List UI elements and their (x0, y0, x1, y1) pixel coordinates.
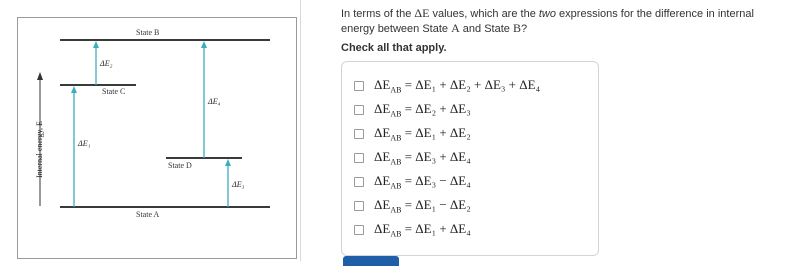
state-a-label: State A (136, 210, 160, 219)
state-d-label: State D (168, 161, 192, 170)
choice-option[interactable] (354, 124, 471, 144)
question-end: ? (520, 23, 528, 35)
question-suffix: expressions for the difference in internal energy between State (341, 8, 754, 35)
diagram-panel (0, 0, 301, 261)
choices-box (341, 61, 599, 256)
checkbox[interactable] (354, 177, 364, 187)
choice-option[interactable] (354, 196, 471, 216)
delta-e1-arrowhead (71, 86, 77, 93)
question-text (341, 6, 781, 36)
checkbox[interactable] (354, 153, 364, 163)
choice-option[interactable] (354, 148, 471, 168)
choice-equation: $\Delta E_{AB} = \Delta E_1 - \Delta E_2$ (374, 197, 471, 215)
question-two: two (538, 8, 556, 20)
choice-option[interactable] (354, 220, 471, 240)
state-b-label: State B (136, 28, 160, 37)
delta-e3-arrowhead (225, 159, 231, 166)
delta-e2-arrowhead (93, 41, 99, 48)
question-delta-symbol: ΔE (414, 6, 430, 20)
choice-equation: $\Delta E_{AB} = \Delta E_1 + \Delta E_2 + \Delta E_3 + \Delta E_4$ (374, 77, 541, 95)
question-and: and State (459, 23, 513, 35)
checkbox[interactable] (354, 81, 364, 91)
energy-diagram-svg (18, 18, 296, 258)
question-middle: values, which are the (429, 8, 539, 20)
y-axis (35, 72, 44, 206)
delta-e3-label: ΔE₃ (232, 180, 245, 189)
delta-e2-label: ΔE₂ (100, 59, 113, 68)
choice-equation: $\Delta E_{AB} = \Delta E_1 + \Delta E_2$ (374, 125, 471, 143)
choice-option[interactable] (354, 172, 471, 192)
delta-e4-arrowhead (201, 41, 207, 48)
submit-button[interactable] (343, 256, 399, 266)
checkbox[interactable] (354, 105, 364, 115)
instruction-text: Check all that apply. (341, 42, 447, 54)
question-panel (301, 0, 800, 261)
y-axis-arrowhead (37, 72, 43, 80)
y-axis-label: Internal energy, E (35, 121, 44, 178)
choice-equation: $\Delta E_{AB} = \Delta E_2 + \Delta E_3$ (374, 101, 471, 119)
choice-option[interactable] (354, 76, 540, 96)
energy-level-diagram (17, 17, 297, 259)
checkbox[interactable] (354, 201, 364, 211)
question-state-b: B (512, 21, 521, 35)
delta-e1-label: ΔE₁ (78, 139, 91, 148)
checkbox[interactable] (354, 225, 364, 235)
choice-equation: $\Delta E_{AB} = \Delta E_3 + \Delta E_4$ (374, 149, 471, 167)
checkbox[interactable] (354, 129, 364, 139)
choice-equation: $\Delta E_{AB} = \Delta E_3 - \Delta E_4$ (374, 173, 471, 191)
question-prefix: In terms of the (341, 8, 415, 20)
question-state-a: A (451, 21, 460, 35)
delta-e4-label: ΔE₄ (208, 97, 221, 106)
choice-equation: $\Delta E_{AB} = \Delta E_1 + \Delta E_4$ (374, 221, 471, 239)
choice-option[interactable] (354, 100, 471, 120)
state-c-label: State C (102, 87, 126, 96)
